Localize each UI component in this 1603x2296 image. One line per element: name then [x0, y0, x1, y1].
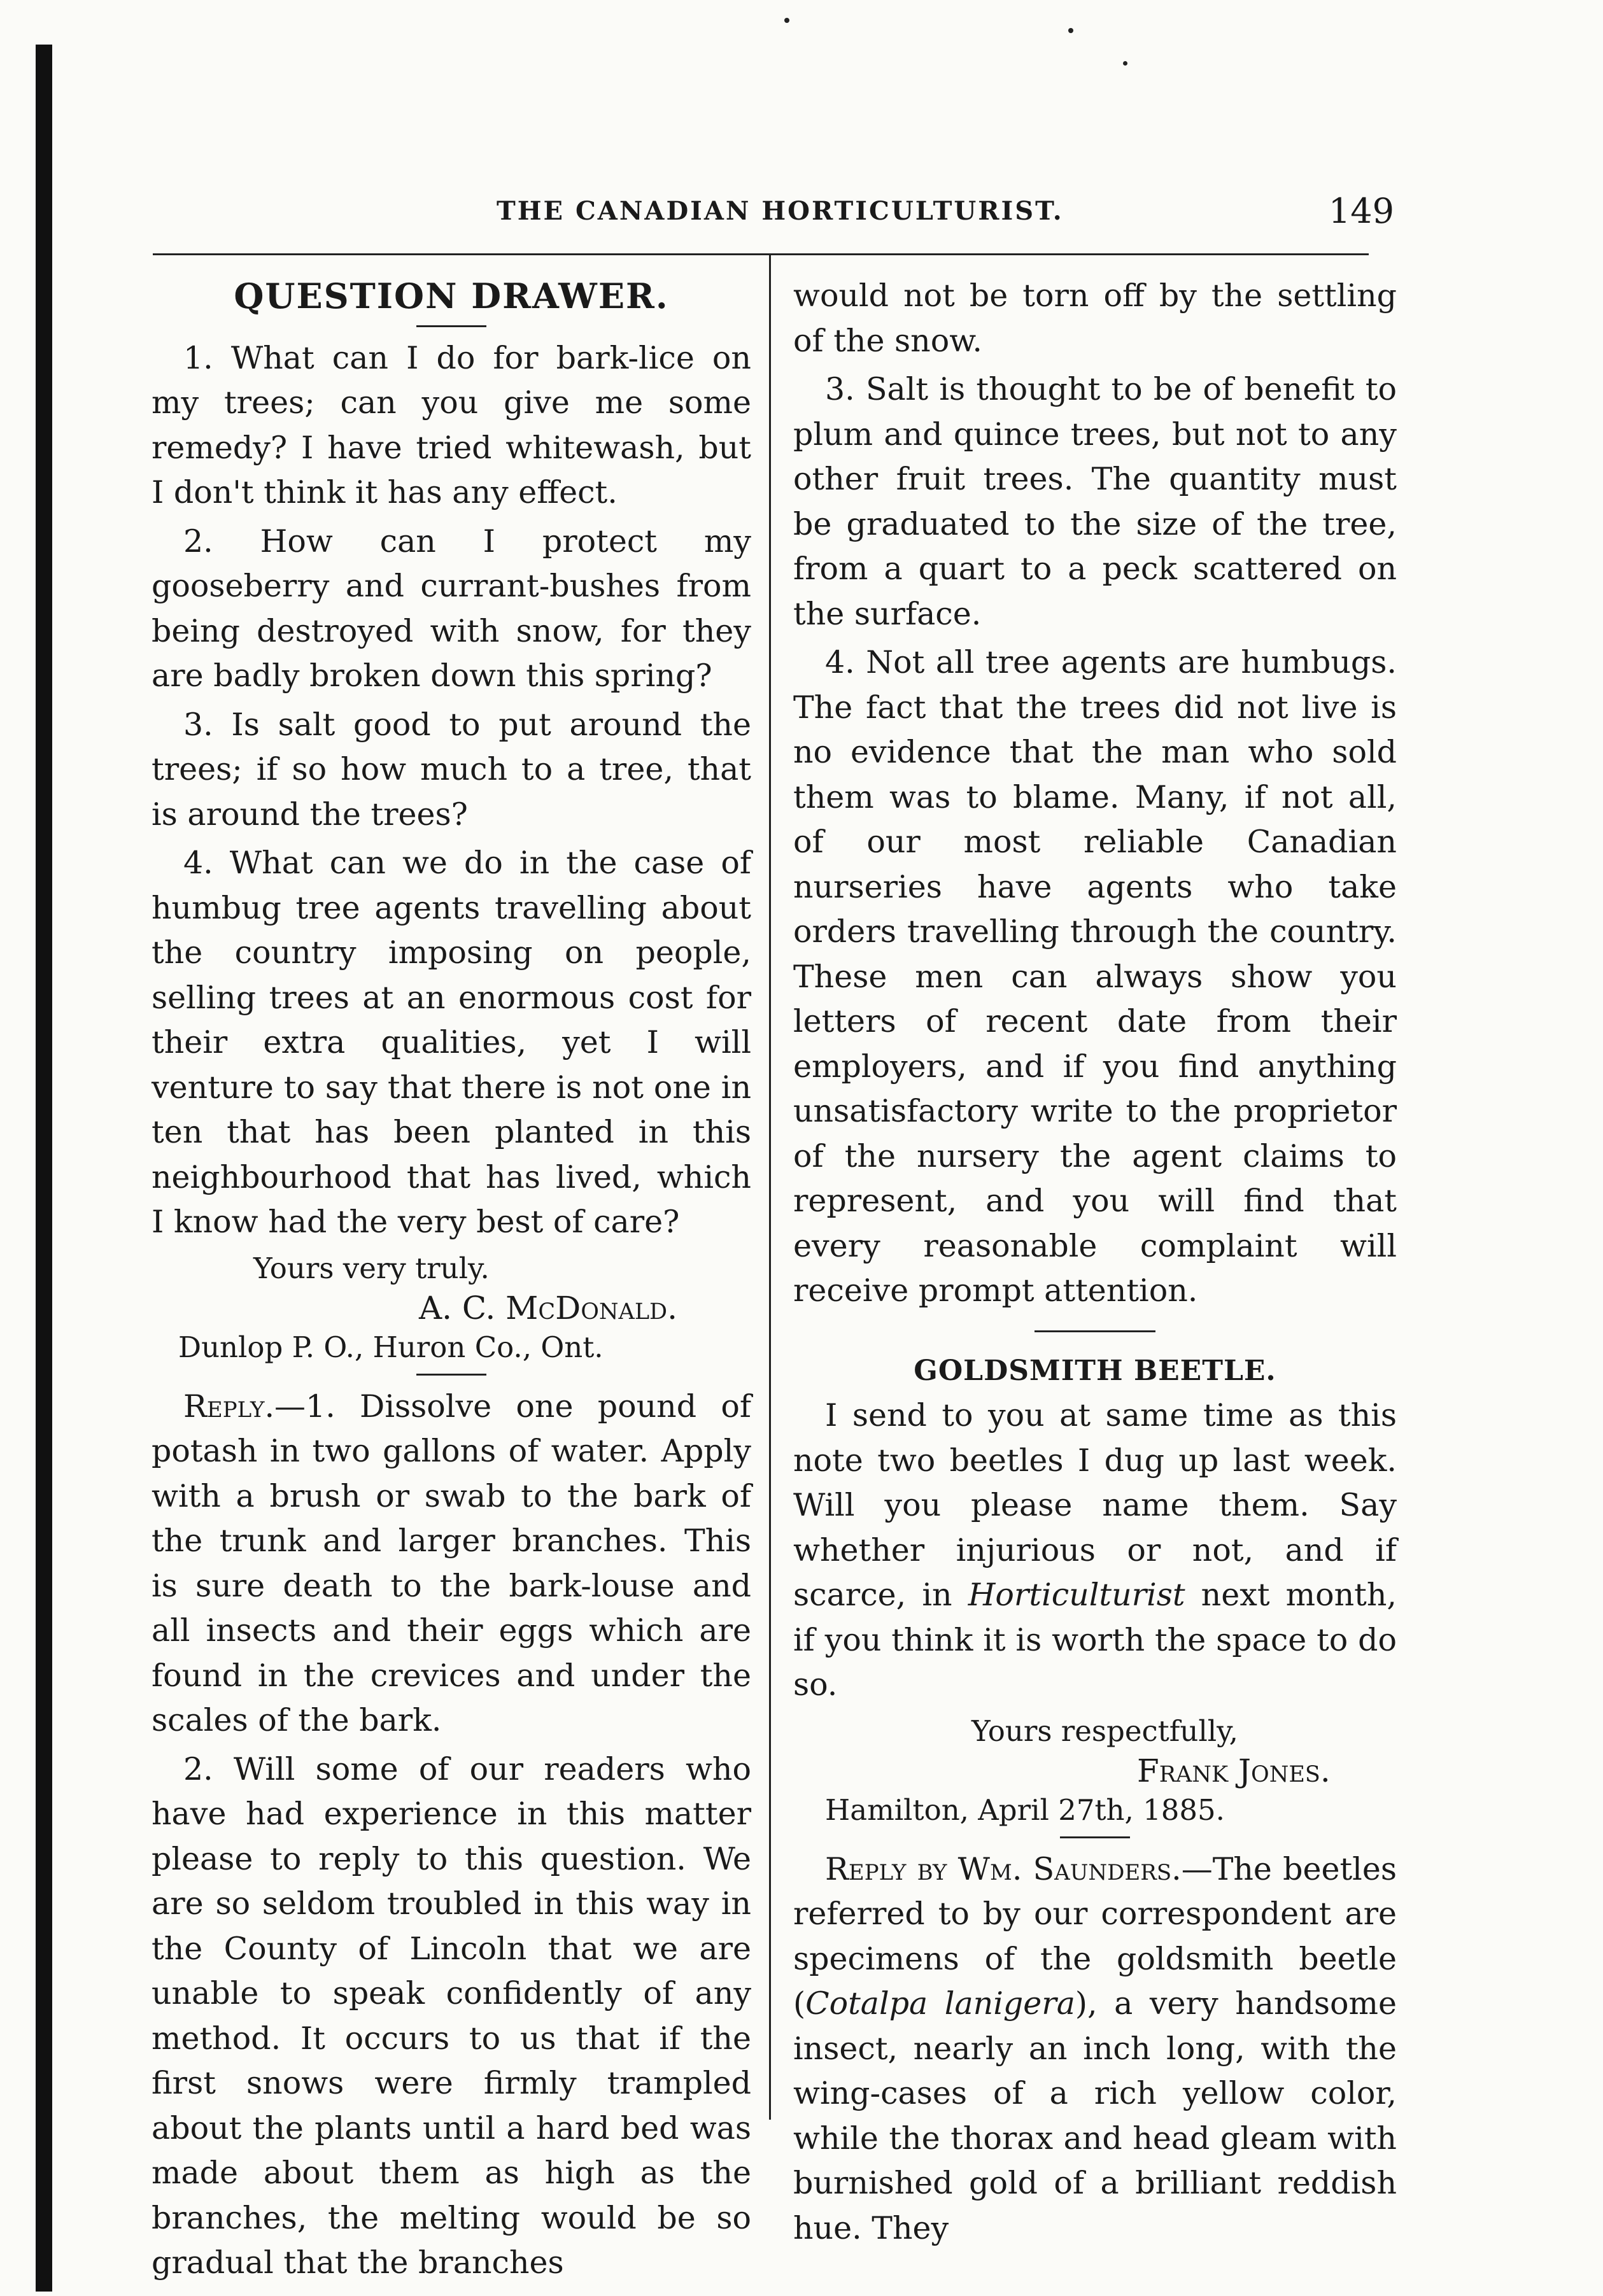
saunders-reply-text: —The beetles referred to by our correspondent are specimens of the goldsmith beetle ( — [793, 1850, 1397, 2022]
letter-signature: Frank Jones. — [1137, 1752, 1331, 1789]
question-4: 4. What can we do in the case of humbug tree agents travelling about the country imposing on people, selling trees at an enormous cost for their extra qualities, yet I will venture to say that there is not one in ten that has been planted in this neighbourhood that has lived, which I know had the very best of care? — [152, 845, 751, 1240]
saunders-reply — [793, 1847, 1397, 2251]
letter-address: Dunlop P. O., Huron Co., Ont. — [178, 1330, 604, 1364]
beetle-letter-text: I send to you at same time as this note two beetles I dug up last week. Will you please name them. Say whether injurious or not, and if scarce, in — [793, 1397, 1397, 1613]
scan-edge-shadow — [36, 45, 52, 2292]
letter-dateline: Hamilton, April 27th, 1885. — [825, 1792, 1225, 1827]
reply-label: Reply. — [183, 1388, 275, 1425]
reply-2: 2. Will some of our readers who have had experience in this matter please to reply to this question. We are so seldom troubled in this way in the County of Lincoln that we are unable to speak confidently of any method. It occurs to us that if the first snows were firmly trampled about the plants until a hard bed was made about them as high as the branches, the melting would be so gradual that the branches — [152, 1750, 751, 2281]
reply-2-continuation: would not be torn off by the settling of the snow. — [793, 278, 1397, 359]
section-heading-question-drawer: QUESTION DRAWER. — [234, 276, 669, 316]
running-title: THE CANADIAN HORTICULTURIST. — [497, 196, 1064, 226]
beetle-letter-text-end: next month, if you think it is worth the space to do so. — [793, 1577, 1397, 1703]
reply-1 — [152, 1384, 751, 1743]
scan-speck — [784, 18, 789, 23]
right-column — [793, 274, 1397, 2255]
reply-3: 3. Salt is thought to be of benefit to plum and quince trees, but not to any other fruit trees. The quantity must be graduated to the size of the tree, from a quart to a peck scattered on the surface. — [793, 371, 1397, 632]
question-1: 1. What can I do for bark-lice on my trees; can you give me some remedy? I have tried whitewash, but I don't think it has any effect. — [152, 339, 751, 511]
letter-closing: Yours respectfully, — [971, 1714, 1238, 1748]
reply-label: Reply by Wm. Saunders. — [825, 1850, 1182, 1887]
section-rule — [1035, 1330, 1155, 1332]
scan-speck — [1123, 61, 1127, 66]
header-rule — [153, 253, 1369, 255]
question-2: 2. How can I protect my gooseberry and currant-bushes from being destroyed with snow, for they are badly broken down this spring? — [152, 523, 751, 694]
letter-signature: A. C. McDonald. — [419, 1289, 678, 1327]
letter-closing: Yours very truly. — [253, 1251, 490, 1285]
question-3: 3. Is salt good to put around the trees; if so how much to a tree, that is around the trees? — [152, 706, 751, 833]
section-rule — [416, 1374, 486, 1376]
heading-rule — [416, 325, 486, 327]
reply-1-text: —1. Dissolve one pound of potash in two gallons of water. Apply with a brush or swab to the bark of the trunk and larger branches. This is sure death to the bark-louse and all insects and their eggs which are found in the crevices and under the scales of the bark. — [152, 1388, 751, 1738]
page-number: 149 — [1328, 191, 1394, 231]
page-header — [153, 191, 1394, 236]
saunders-reply-text-end: ), a very handsome insect, nearly an inch long, with the wing-cases of a rich yellow color, while the thorax and head gleam with burnished gold of a brilliant reddish hue. They — [793, 1985, 1397, 2246]
beetle-letter — [793, 1393, 1397, 1708]
column-divider — [769, 255, 771, 2120]
section-heading-goldsmith-beetle: GOLDSMITH BEETLE. — [914, 1354, 1276, 1387]
reply-4: 4. Not all tree agents are humbugs. The fact that the trees did not live is no evidence that the man who sold them was to blame. Many, if not all, of our most reliable Canadian nurseries have agents who take orders travelling through the country. These men can always show you letters of recent date from their employers, and if you find anything unsatisfactory write to the proprietor of the nursery the agent claims to represent, and you will find that every reasonable complaint will receive prompt attention. — [793, 644, 1397, 1309]
publication-title: Horticulturist — [968, 1577, 1185, 1613]
scan-speck — [1068, 28, 1073, 33]
section-rule — [1060, 1836, 1130, 1838]
species-name: Cotalpa lanigera — [805, 1985, 1075, 2022]
left-column — [152, 274, 751, 2290]
